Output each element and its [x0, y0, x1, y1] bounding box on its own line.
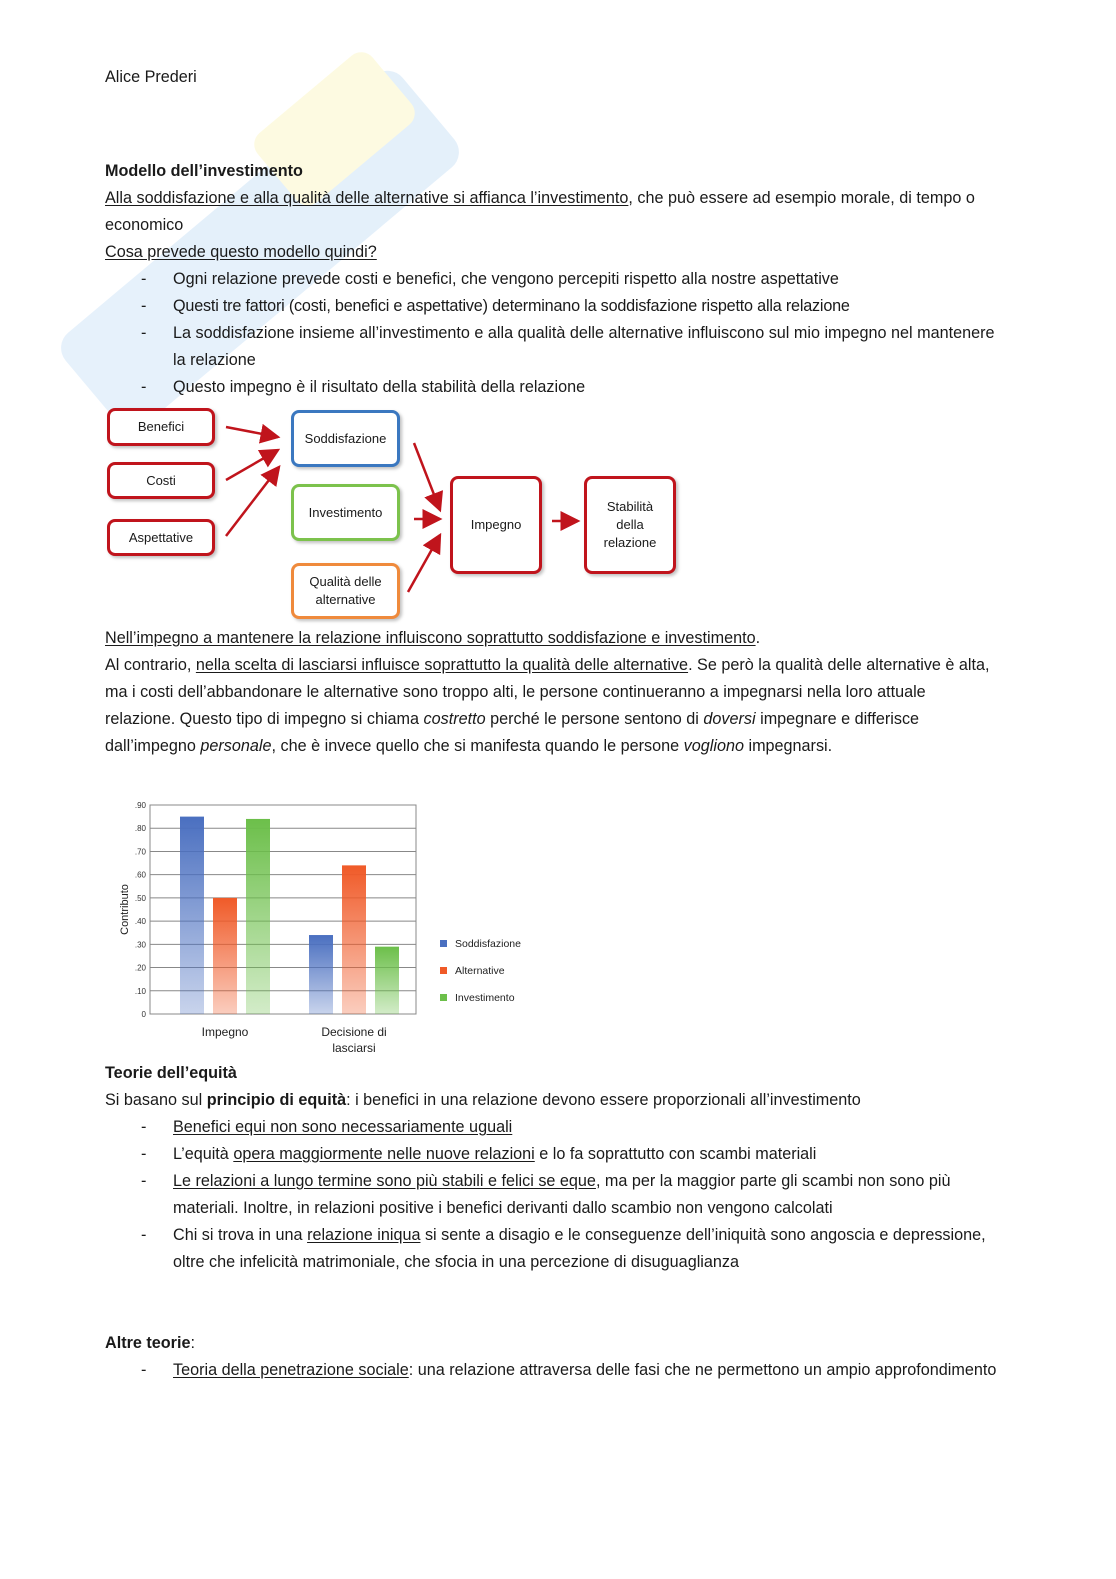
- y-tick-label: .70: [134, 847, 146, 857]
- box-costi: Costi: [107, 462, 215, 499]
- y-tick-label: .40: [134, 917, 146, 927]
- list-item: - Chi si trova in una relazione iniqua si sente a disagio e le conseguenze dell’iniquità sono angoscia e depressione, oltre che infelicità matrimoniale, che sfocia in una percezione di disuguaglianza: [105, 1222, 1000, 1276]
- list-item: - Benefici equi non sono necessariamente uguali: [105, 1114, 1000, 1141]
- section-title: Teorie dell’equità: [105, 1064, 237, 1082]
- y-tick-label: .20: [134, 963, 146, 973]
- legend-label: Investimento: [455, 992, 515, 1004]
- intro-paragraph: Si basano sul principio di equità: i benefici in una relazione devono essere proporzionali all’investimento: [105, 1091, 861, 1109]
- list-item: - Questo impegno è il risultato della stabilità della relazione: [105, 374, 1000, 401]
- bar-alternative: [213, 898, 237, 1014]
- legend-label: Alternative: [455, 965, 505, 977]
- commitment-paragraph: Nell’impegno a mantenere la relazione influiscono soprattutto soddisfazione e investimento. Al contrario, nella scelta di lasciarsi influisce soprattutto la qualità delle alternative. Se però la qualità delle alternative è alta, ma i costi dell’abbandonare le alternative sono troppo alti, le persone continueranno a impegnarsi nella loro attuale relazione. Questo tipo di impegno si chiama costretto perché le persone sentono di doversi impegnare e differisce dall’impegno personale, che è invece quello che si manifesta quando le persone vogliono impegnarsi.: [105, 629, 990, 755]
- bar-investimento: [375, 947, 399, 1014]
- bullet-list: [105, 1114, 1000, 1276]
- y-axis-label: Contributo: [119, 884, 131, 935]
- question: Cosa prevede questo modello quindi?: [105, 243, 377, 261]
- y-tick-label: .50: [134, 893, 146, 903]
- bar-soddisfazione: [309, 935, 333, 1014]
- x-tick-label: Decisione di: [321, 1025, 387, 1039]
- y-tick-label: .30: [134, 940, 146, 950]
- legend-swatch: [440, 994, 447, 1001]
- section-title: Modello dell’investimento: [105, 162, 303, 180]
- y-tick-label: .10: [134, 986, 146, 996]
- x-tick-label: lasciarsi: [332, 1041, 376, 1055]
- section-other-theories: [105, 1330, 1000, 1384]
- box-aspettative: Aspettative: [107, 519, 215, 556]
- legend-swatch: [440, 967, 447, 974]
- y-tick-label: 0: [141, 1010, 146, 1019]
- author-name: Alice Prederi: [105, 68, 197, 86]
- list-item: - Le relazioni a lungo termine sono più stabili e felici se eque, ma per la maggior parte gli scambi non sono più materiali. Inoltre, in relazioni positive i benefici derivanti dallo scambio non vengono calcolati: [105, 1168, 1000, 1222]
- list-item: - Ogni relazione prevede costi e benefici, che vengono percepiti rispetto alla nostre aspettative: [105, 266, 1000, 293]
- box-stabilita: Stabilità della relazione: [584, 476, 676, 574]
- box-qualita: Qualità delle alternative: [291, 563, 400, 619]
- box-investimento: Investimento: [291, 484, 400, 541]
- list-item: - Questi tre fattori (costi, benefici e aspettative) determinano la soddisfazione rispetto alla relazione: [105, 293, 1000, 320]
- list-item: - La soddisfazione insieme all’investimento e alla qualità delle alternative influiscono sul mio impegno nel mantenere la relazione: [105, 320, 1000, 374]
- list-item: - L’equità opera maggiormente nelle nuove relazioni e lo fa soprattutto con scambi materiali: [105, 1141, 1000, 1168]
- box-benefici: Benefici: [107, 408, 215, 446]
- section-title: Altre teorie:: [105, 1334, 195, 1352]
- bar-investimento: [246, 819, 270, 1014]
- contribution-bar-chart: [0, 790, 560, 1065]
- bar-soddisfazione: [180, 817, 204, 1014]
- box-soddisfazione: Soddisfazione: [291, 410, 400, 467]
- y-tick-label: .90: [134, 801, 146, 810]
- legend-swatch: [440, 940, 447, 947]
- bullet-list: [105, 1357, 1000, 1384]
- x-tick-label: Impegno: [201, 1025, 249, 1039]
- list-item: - Teoria della penetrazione sociale: una relazione attraversa delle fasi che ne permettono un ampio approfondimento: [105, 1357, 1000, 1384]
- intro-paragraph: Alla soddisfazione e alla qualità delle alternative si affianca l’investimento, che può essere ad esempio morale, di tempo o economico: [105, 189, 975, 234]
- legend-label: Soddisfazione: [455, 938, 521, 950]
- box-impegno: Impegno: [450, 476, 542, 574]
- y-tick-label: .60: [134, 870, 146, 880]
- section-equity-theories: [105, 1060, 1000, 1276]
- bar-alternative: [342, 865, 366, 1014]
- y-tick-label: .80: [134, 824, 146, 834]
